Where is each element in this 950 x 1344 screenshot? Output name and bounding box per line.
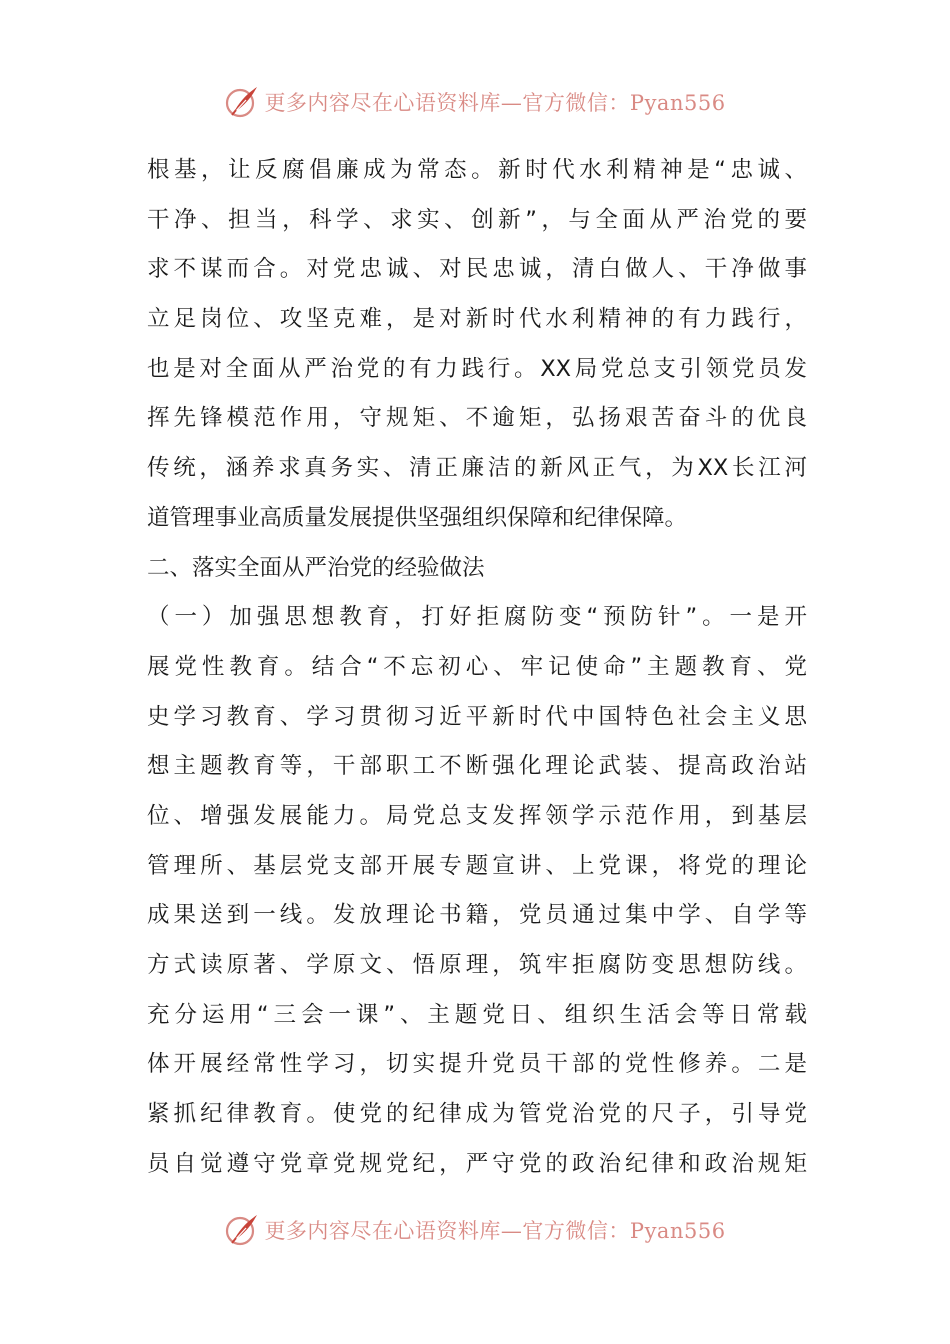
watermark-text: 更多内容尽在心语资料库—官方微信：Pyan556: [264, 1219, 726, 1243]
text-line: 紧抓纪律教育。使党的纪律成为管党治党的尺子，引导党: [147, 1101, 807, 1128]
watermark-text: 更多内容尽在心语资料库—官方微信：Pyan556: [264, 91, 726, 115]
text-line: 员自觉遵守党章党规党纪，严守党的政治纪律和政治规矩: [147, 1150, 807, 1177]
document-body: [147, 146, 807, 1189]
text-line: 根基，让反腐倡廉成为常态。新时代水利精神是“忠诚、: [147, 157, 807, 183]
text-line: 位、增强发展能力。局党总支发挥领学示范作用，到基层: [147, 802, 807, 829]
quill-pen-logo-icon: [224, 84, 260, 120]
text-line: 道管理事业高质量发展提供坚强组织保障和纪律保障。: [147, 504, 688, 531]
header-watermark: [0, 80, 950, 124]
text-line: （一）加强思想教育，打好拒腐防变“预防针”。一是开: [147, 604, 807, 631]
text-line: 管理所、基层党支部开展专题宣讲、上党课，将党的理论: [147, 852, 807, 879]
text-line: 方式读原著、学原文、悟原理，筑牢拒腐防变思想防线。: [147, 952, 807, 978]
text-line: 求不谋而合。对党忠诚、对民忠诚，清白做人、干净做事: [147, 256, 807, 283]
text-line: 干净、担当，科学、求实、创新”，与全面从严治党的要: [147, 206, 807, 233]
text-line: 也是对全面从严治党的有力践行。XX局党总支引领党员发: [147, 355, 807, 382]
text-line: 展党性教育。结合“不忘初心、牢记使命”主题教育、党: [147, 653, 807, 680]
text-line: 挥先锋模范作用，守规矩、不逾矩，弘扬艰苦奋斗的优良: [147, 405, 807, 432]
text-line: 成果送到一线。发放理论书籍，党员通过集中学、自学等: [147, 902, 807, 929]
text-line: 传统，涵养求真务实、清正廉洁的新风正气，为XX长江河: [147, 455, 807, 482]
text-line: 二、落实全面从严治党的经验做法: [147, 554, 485, 581]
text-line: 想主题教育等，干部职工不断强化理论武装、提高政治站: [147, 753, 807, 780]
text-line: 充分运用“三会一课”、主题党日、组织生活会等日常载: [147, 1001, 807, 1028]
text-line: 史学习教育、学习贯彻习近平新时代中国特色社会主义思: [147, 703, 807, 730]
quill-pen-logo-icon: [224, 1212, 260, 1248]
text-line: 体开展经常性学习，切实提升党员干部的党性修养。二是: [147, 1051, 807, 1078]
text-line: 立足岗位、攻坚克难，是对新时代水利精神的有力践行，: [147, 306, 807, 333]
footer-watermark: [0, 1208, 950, 1252]
